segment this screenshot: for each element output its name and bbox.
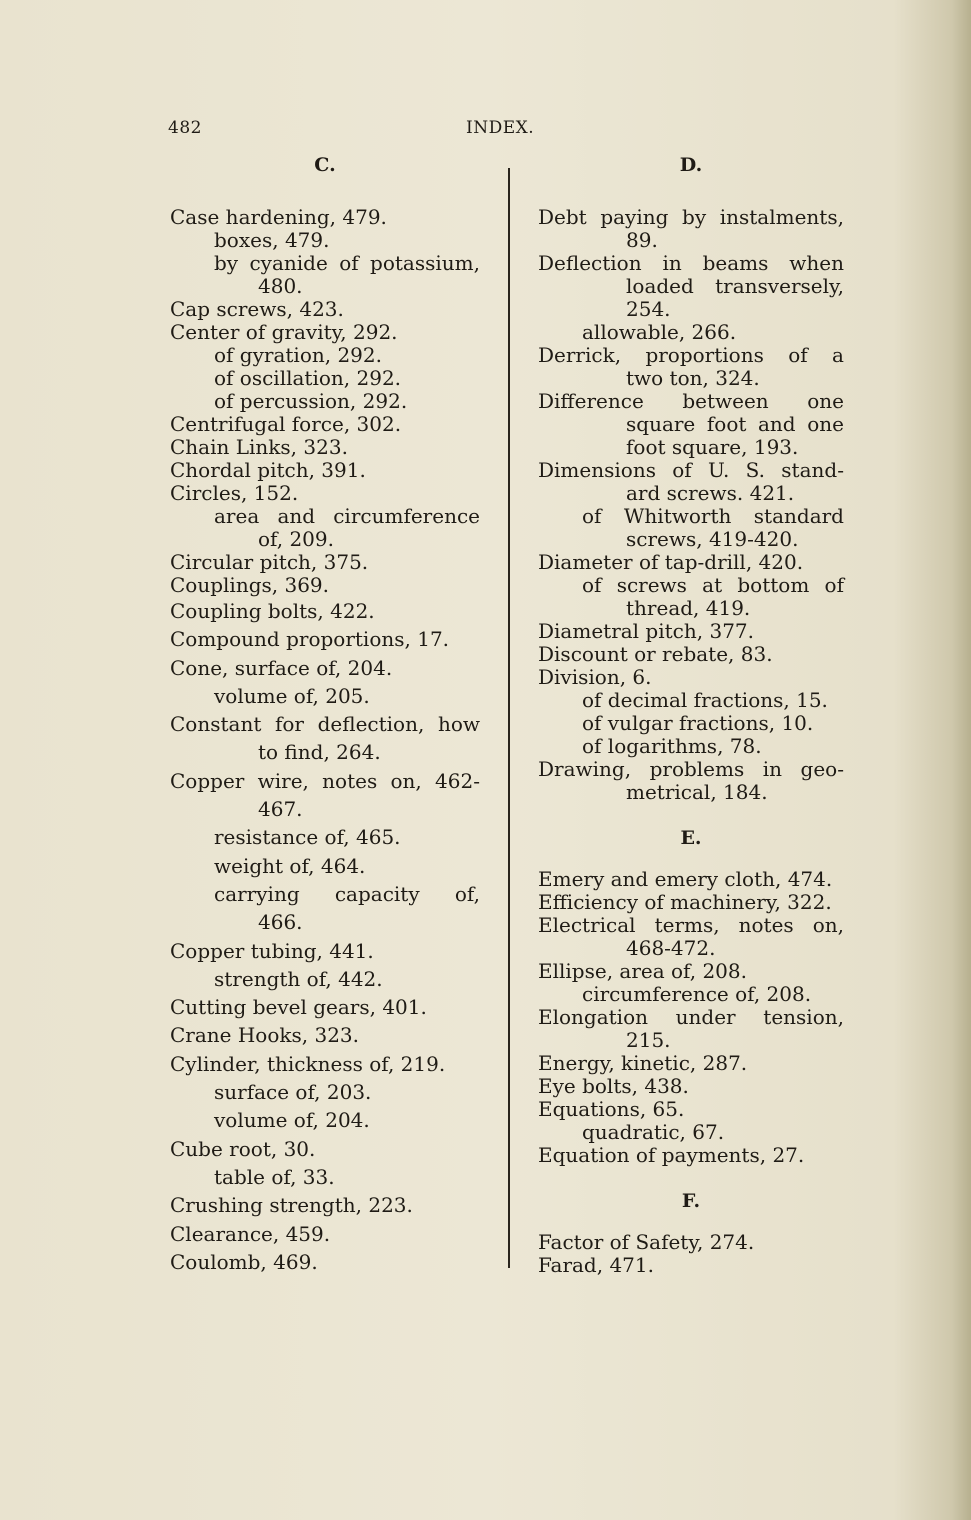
index-entry: of percussion, 292. xyxy=(214,389,408,413)
index-entry: ard screws. 421. xyxy=(626,481,795,505)
index-entry: Energy, kinetic, 287. xyxy=(538,1051,748,1075)
index-entry: of logarithms, 78. xyxy=(582,734,762,758)
index-entry: quadratic, 67. xyxy=(582,1120,725,1144)
index-entry xyxy=(538,252,844,275)
index-entry: Division, 6. xyxy=(538,665,652,689)
index-word: for xyxy=(274,712,304,737)
index-word: how xyxy=(437,712,480,737)
index-word: of xyxy=(788,343,808,367)
index-entry: to find, 264. xyxy=(258,740,381,765)
index-word: capacity xyxy=(334,881,420,906)
index-word: between xyxy=(682,389,769,413)
index-word: by xyxy=(214,251,239,275)
index-entry: Discount or rebate, 83. xyxy=(538,642,773,666)
index-entry: Cylinder, thickness of, 219. xyxy=(170,1051,446,1076)
index-word: loaded xyxy=(626,274,694,298)
index-word: at xyxy=(702,573,723,597)
index-entry xyxy=(538,275,844,298)
index-entry: Factor of Safety, 274. xyxy=(538,1230,755,1254)
index-entry: volume of, 204. xyxy=(214,1108,370,1133)
index-word: of xyxy=(582,573,602,597)
index-entry xyxy=(538,413,844,436)
index-entry: Cube root, 30. xyxy=(170,1136,316,1161)
running-title: INDEX. xyxy=(466,118,535,138)
index-word: problems xyxy=(649,757,745,781)
section-letter-f: F. xyxy=(681,1190,701,1212)
index-word: Difference xyxy=(538,389,644,413)
section-letter-d: D. xyxy=(679,154,703,176)
index-word: when xyxy=(789,251,844,275)
index-entry: Couplings, 369. xyxy=(170,573,330,597)
index-entry: Coupling bolts, 422. xyxy=(170,599,375,623)
index-entry: Compound proportions, 17. xyxy=(170,627,450,652)
index-word: Constant xyxy=(170,712,262,737)
index-word: Elongation xyxy=(538,1005,648,1029)
index-word: of xyxy=(824,573,844,597)
index-word: and xyxy=(758,412,796,436)
index-entry: 89. xyxy=(626,228,658,252)
index-word: S. xyxy=(745,458,766,482)
index-entry: 468-472. xyxy=(626,936,716,960)
index-entry xyxy=(170,505,480,528)
index-word: of xyxy=(339,251,359,275)
index-entry: Diameter of tap-drill, 420. xyxy=(538,550,804,574)
running-head xyxy=(168,118,848,142)
index-word: a xyxy=(832,343,844,367)
index-word: U. xyxy=(707,458,730,482)
index-entry: 467. xyxy=(258,797,303,822)
index-word: one xyxy=(807,389,844,413)
index-word: potassium, xyxy=(370,251,480,275)
c-entries-tight xyxy=(170,206,480,597)
index-word: foot xyxy=(706,412,747,436)
index-word: and xyxy=(277,504,316,528)
index-word: bottom xyxy=(737,573,810,597)
index-word: transversely, xyxy=(715,274,844,298)
column-divider xyxy=(508,168,510,1268)
index-entry: weight of, 464. xyxy=(214,853,366,878)
index-entry: boxes, 479. xyxy=(214,228,330,252)
index-word: standard xyxy=(753,504,844,528)
index-entry xyxy=(538,1006,844,1029)
index-word: Deflection xyxy=(538,251,642,275)
index-entry: Chain Links, 323. xyxy=(170,435,348,459)
index-entry: thread, 419. xyxy=(626,596,751,620)
index-word: screws xyxy=(616,573,687,597)
index-entry: surface of, 203. xyxy=(214,1080,372,1105)
index-entry: metrical, 184. xyxy=(626,780,768,804)
index-entry: Eye bolts, 438. xyxy=(538,1074,689,1098)
section-letter-c: C. xyxy=(314,154,336,176)
index-word: area xyxy=(214,504,260,528)
index-entry: circumference of, 208. xyxy=(582,982,812,1006)
right-column xyxy=(538,146,844,1277)
index-entry xyxy=(538,574,844,597)
index-entry: of, 209. xyxy=(258,527,334,551)
index-entry xyxy=(538,914,844,937)
d-entries xyxy=(538,206,844,804)
index-entry: foot square, 193. xyxy=(626,435,799,459)
index-word: 462- xyxy=(435,768,480,793)
index-word: Dimensions xyxy=(538,458,656,482)
index-entry: Cone, surface of, 204. xyxy=(170,655,393,680)
index-entry: resistance of, 465. xyxy=(214,825,401,850)
index-entry xyxy=(538,344,844,367)
index-entry: of oscillation, 292. xyxy=(214,366,402,390)
index-entry: Efficiency of machinery, 322. xyxy=(538,890,832,914)
index-word: Debt xyxy=(538,205,587,229)
index-entry xyxy=(170,710,480,738)
index-word: Whitworth xyxy=(623,504,732,528)
index-entry: Copper tubing, 441. xyxy=(170,938,374,963)
index-word: stand- xyxy=(781,458,844,482)
index-entry: Emery and emery cloth, 474. xyxy=(538,867,833,891)
index-word: notes xyxy=(322,768,378,793)
index-entry: allowable, 266. xyxy=(582,320,737,344)
index-entry xyxy=(170,252,480,275)
index-word: in xyxy=(762,757,783,781)
index-entry xyxy=(538,505,844,528)
index-entry: Case hardening, 479. xyxy=(170,205,387,229)
index-word: terms, xyxy=(654,913,720,937)
index-word: Derrick, xyxy=(538,343,622,367)
index-entry: strength of, 442. xyxy=(214,966,383,991)
index-entry: table of, 33. xyxy=(214,1164,335,1189)
index-entry: 480. xyxy=(258,274,303,298)
index-word: one xyxy=(807,412,844,436)
index-word: paying xyxy=(600,205,669,229)
index-entry: of gyration, 292. xyxy=(214,343,382,367)
index-word: Electrical xyxy=(538,913,636,937)
index-word: cyanide xyxy=(249,251,328,275)
index-entry: 466. xyxy=(258,910,303,935)
index-word: of xyxy=(672,458,692,482)
index-entry: Ellipse, area of, 208. xyxy=(538,959,747,983)
index-entry: of decimal fractions, 15. xyxy=(582,688,828,712)
f-entries xyxy=(538,1231,844,1277)
index-word: geo- xyxy=(800,757,844,781)
index-word: on, xyxy=(390,768,422,793)
index-word: proportions xyxy=(645,343,764,367)
index-entry: screws, 419-420. xyxy=(626,527,799,551)
index-word: on, xyxy=(812,913,844,937)
index-entry: Crane Hooks, 323. xyxy=(170,1023,360,1048)
index-word: of, xyxy=(454,881,480,906)
index-entry: Coulomb, 469. xyxy=(170,1249,318,1274)
index-entry: 254. xyxy=(626,297,671,321)
index-word: carrying xyxy=(214,881,300,906)
index-word: Copper xyxy=(170,768,245,793)
index-word: notes xyxy=(738,913,794,937)
index-word: in xyxy=(662,251,682,275)
index-entry: Equation of payments, 27. xyxy=(538,1143,805,1167)
index-entry: Clearance, 459. xyxy=(170,1221,331,1246)
index-entry: Centrifugal force, 302. xyxy=(170,412,402,436)
index-word: tension, xyxy=(763,1005,844,1029)
left-column xyxy=(170,146,480,1276)
index-entry: Cutting bevel gears, 401. xyxy=(170,995,427,1020)
c-entries-loose xyxy=(170,597,480,1276)
index-entry: volume of, 205. xyxy=(214,683,370,708)
index-word: by xyxy=(682,205,707,229)
index-entry: Crushing strength, 223. xyxy=(170,1193,413,1218)
index-entry: Center of gravity, 292. xyxy=(170,320,398,344)
index-entry xyxy=(538,459,844,482)
index-entry: Equations, 65. xyxy=(538,1097,685,1121)
index-word: Drawing, xyxy=(538,757,632,781)
index-word: square xyxy=(626,412,696,436)
index-entry: of vulgar fractions, 10. xyxy=(582,711,814,735)
index-entry: Circular pitch, 375. xyxy=(170,550,369,574)
index-entry: Farad, 471. xyxy=(538,1253,654,1277)
index-word: wire, xyxy=(257,768,309,793)
section-letter-e: E. xyxy=(680,827,702,849)
index-entry xyxy=(170,880,480,908)
index-entry: 215. xyxy=(626,1028,671,1052)
page-number: 482 xyxy=(168,118,202,138)
index-word: instalments, xyxy=(719,205,844,229)
index-entry xyxy=(538,758,844,781)
index-entry: two ton, 324. xyxy=(626,366,760,390)
index-entry xyxy=(538,206,844,229)
index-entry: Chordal pitch, 391. xyxy=(170,458,366,482)
e-entries xyxy=(538,868,844,1167)
index-entry xyxy=(170,767,480,795)
index-word: circumference xyxy=(333,504,480,528)
index-entry: Cap screws, 423. xyxy=(170,297,344,321)
index-word: deflection, xyxy=(317,712,425,737)
index-entry: Circles, 152. xyxy=(170,481,299,505)
index-word: under xyxy=(675,1005,736,1029)
index-word: of xyxy=(582,504,602,528)
index-entry: Diametral pitch, 377. xyxy=(538,619,754,643)
index-word: beams xyxy=(702,251,769,275)
index-entry xyxy=(538,390,844,413)
